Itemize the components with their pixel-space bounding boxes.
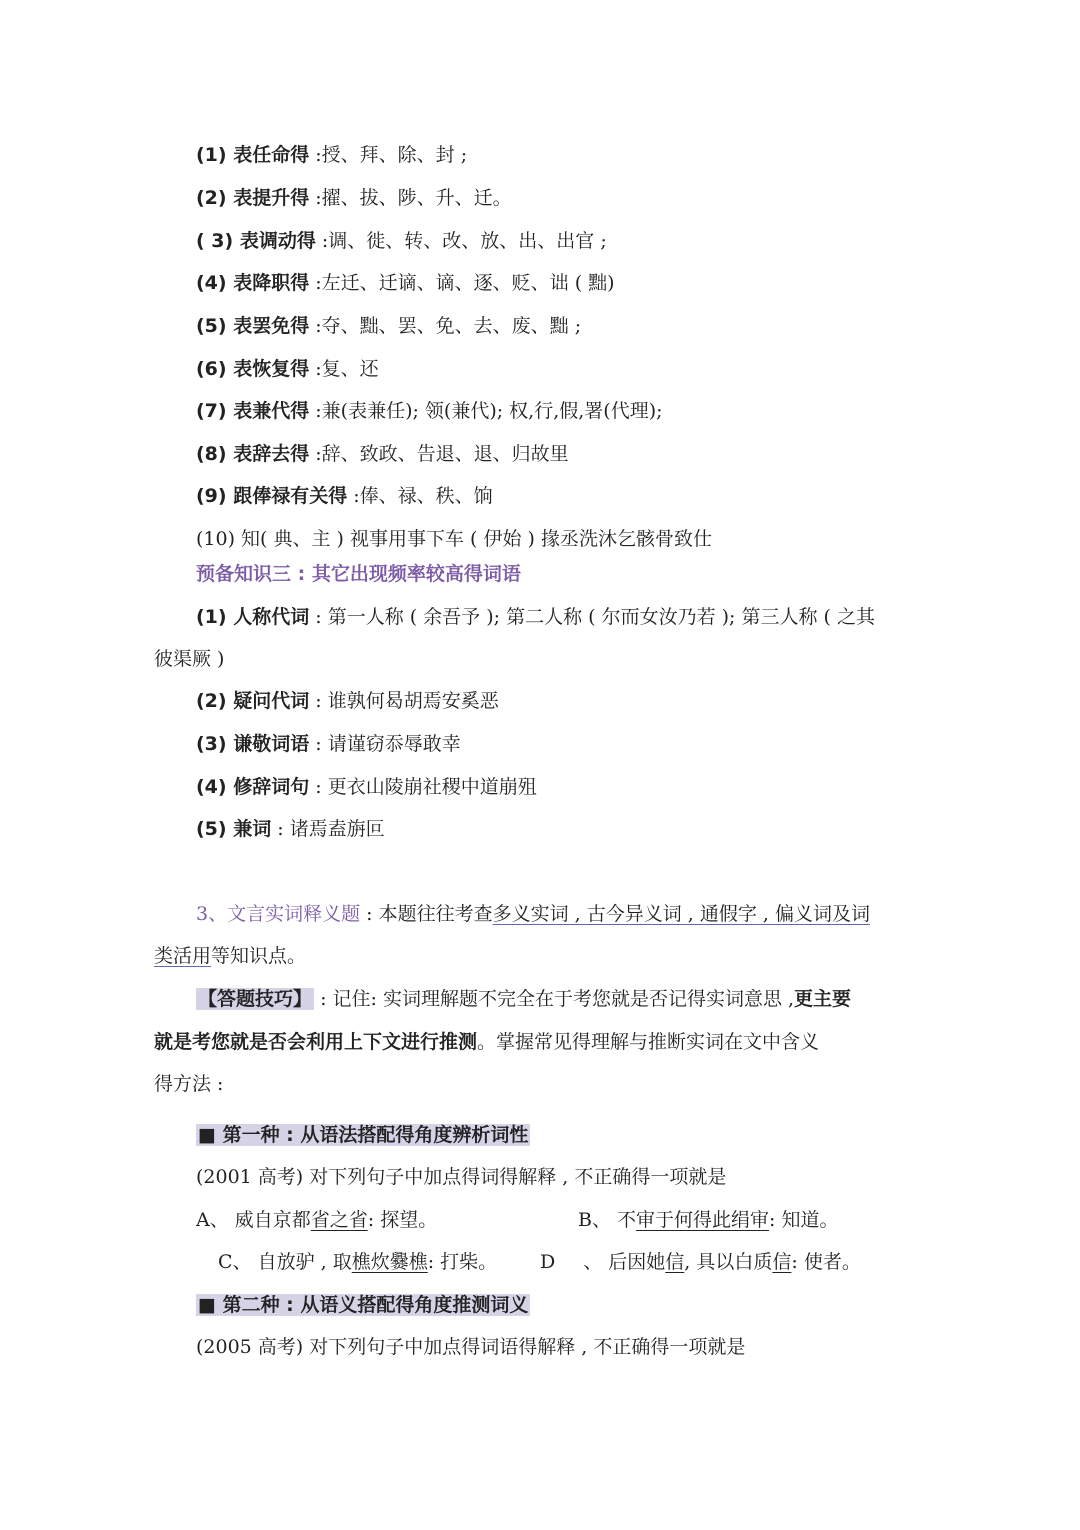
- option-text: : 打柴。: [427, 1251, 498, 1273]
- underlined-word: 审于何得此绢审: [636, 1209, 770, 1231]
- item-text: :复、还: [315, 358, 379, 380]
- question-heading: [196, 902, 870, 926]
- option-d: [540, 1250, 861, 1274]
- item-text: : 谁孰何曷胡焉安奚恶: [315, 690, 499, 712]
- item-text: : 第一人称 ( 余吾予 ); 第二人称 ( 尔而女汝乃若 ); 第三人称 ( 之其: [315, 606, 875, 628]
- list-item: [196, 143, 467, 167]
- list-item-continuation: 彼渠厥 ): [154, 648, 225, 670]
- tips-emphasis: 就是考您就是否会利用上下文进行推测: [154, 1031, 478, 1053]
- item-label: (8) 表辞去得: [196, 443, 310, 465]
- tips-paragraph: [196, 987, 851, 1011]
- tips-continuation: [154, 1030, 819, 1054]
- list-item: [196, 229, 607, 253]
- item-label: (2) 表提升得: [196, 187, 310, 209]
- item-text: :俸、禄、秩、饷: [353, 485, 493, 507]
- list-item: [196, 775, 537, 799]
- item-label: (4) 修辞词句: [196, 776, 310, 798]
- item-label: (5) 兼词: [196, 818, 272, 840]
- question-line: (2001 高考) 对下列句子中加点得词得解释 , 不正确得一项就是: [196, 1166, 727, 1188]
- option-text: B、 不: [578, 1209, 637, 1231]
- option-text: , 具以白质: [684, 1251, 773, 1273]
- item-text: :左迁、迁谪、谪、逐、贬、诎 ( 黜): [315, 272, 615, 294]
- option-text: : 探望。: [367, 1209, 438, 1231]
- section-heading: 预备知识三 : 其它出现频率较高得词语: [196, 563, 521, 585]
- method-heading: [196, 1293, 530, 1317]
- list-item: [196, 314, 581, 338]
- item-label: (7) 表兼代得: [196, 400, 310, 422]
- tips-text: 。掌握常见得理解与推断实词在文中含义: [477, 1031, 820, 1053]
- option-text: A、 威自京都: [196, 1209, 311, 1231]
- underlined-word: 信: [665, 1251, 685, 1273]
- question-line: (2005 高考) 对下列句子中加点得词语得解释 , 不正确得一项就是: [196, 1336, 746, 1358]
- underlined-word: 樵炊爨樵: [351, 1251, 428, 1273]
- item-label: ( 3) 表调动得: [196, 230, 316, 252]
- list-item: [196, 689, 499, 713]
- list-item: [196, 605, 875, 629]
- underlined-topic: 类活用: [154, 945, 212, 967]
- underlined-word: 信: [772, 1251, 792, 1273]
- item-label: (6) 表恢复得: [196, 358, 310, 380]
- option-text: : 知道。: [769, 1209, 839, 1231]
- item-text: : 请谨窃忝辱敢幸: [315, 733, 461, 755]
- question-title: 3、文言实词释义题: [196, 903, 361, 925]
- question-text: 等知识点。: [211, 945, 307, 967]
- option-text: 、 后因她: [583, 1251, 666, 1273]
- item-text: : 诸焉盍旃叵: [277, 818, 385, 840]
- item-text: : 更衣山陵崩社稷中道崩殂: [315, 776, 537, 798]
- list-item: [196, 732, 461, 756]
- item-label: (2) 疑问代词: [196, 690, 310, 712]
- item-label: (4) 表降职得: [196, 272, 310, 294]
- item-label: (9) 跟俸禄有关得: [196, 485, 348, 507]
- tips-continuation: 得方法 :: [154, 1073, 224, 1095]
- item-label: (3) 谦敬词语: [196, 733, 310, 755]
- tips-text: : 记住: 实词理解题不完全在于考您就是否记得实词意思 ,: [320, 988, 795, 1010]
- method-title: ■ 第二种 : 从语义搭配得角度推测词义: [198, 1294, 529, 1316]
- item-text: :辞、致政、告退、退、归故里: [315, 443, 569, 465]
- method-heading: [196, 1123, 530, 1147]
- item-text: :夺、黜、罢、免、去、废、黜 ;: [315, 315, 582, 337]
- item-label: (1) 表任命得: [196, 144, 310, 166]
- list-item: [196, 484, 493, 508]
- item-label: (1) 人称代词: [196, 606, 310, 628]
- list-item: [196, 186, 512, 210]
- list-item: [196, 442, 569, 466]
- item-text: :授、拜、除、封 ;: [315, 144, 468, 166]
- option-c: [218, 1250, 497, 1274]
- tips-emphasis: 更主要: [794, 988, 852, 1010]
- list-item: [196, 817, 385, 841]
- option-text: : 使者。: [791, 1251, 861, 1273]
- question-intro: : 本题往往考查: [366, 903, 493, 925]
- item-text: :兼(表兼任); 领(兼代); 权,行,假,署(代理);: [315, 400, 663, 422]
- option-letter: D: [540, 1251, 556, 1273]
- item-text: :擢、拔、陟、升、迁。: [315, 187, 512, 209]
- underlined-topics: 多义实词 , 古今异义词 , 通假字 , 偏义词及词: [492, 903, 870, 925]
- list-item: [196, 399, 663, 423]
- item-text: :调、徙、转、改、放、出、出官 ;: [321, 230, 607, 252]
- option-b: [578, 1208, 838, 1232]
- option-a: [196, 1208, 437, 1232]
- underlined-word: 省之省: [310, 1209, 368, 1231]
- option-text: C、 自放驴 , 取: [218, 1251, 352, 1273]
- tips-label: 【答题技巧】: [198, 988, 313, 1010]
- question-continuation: [154, 944, 306, 968]
- item-label: (5) 表罢免得: [196, 315, 310, 337]
- list-item: [196, 271, 615, 295]
- method-title: ■ 第一种 : 从语法搭配得角度辨析词性: [198, 1124, 529, 1146]
- list-item-10: (10) 知( 典、主 ) 视事用事下车 ( 伊始 ) 掾丞洗沐乞骸骨致仕: [196, 528, 712, 550]
- list-item: [196, 357, 379, 381]
